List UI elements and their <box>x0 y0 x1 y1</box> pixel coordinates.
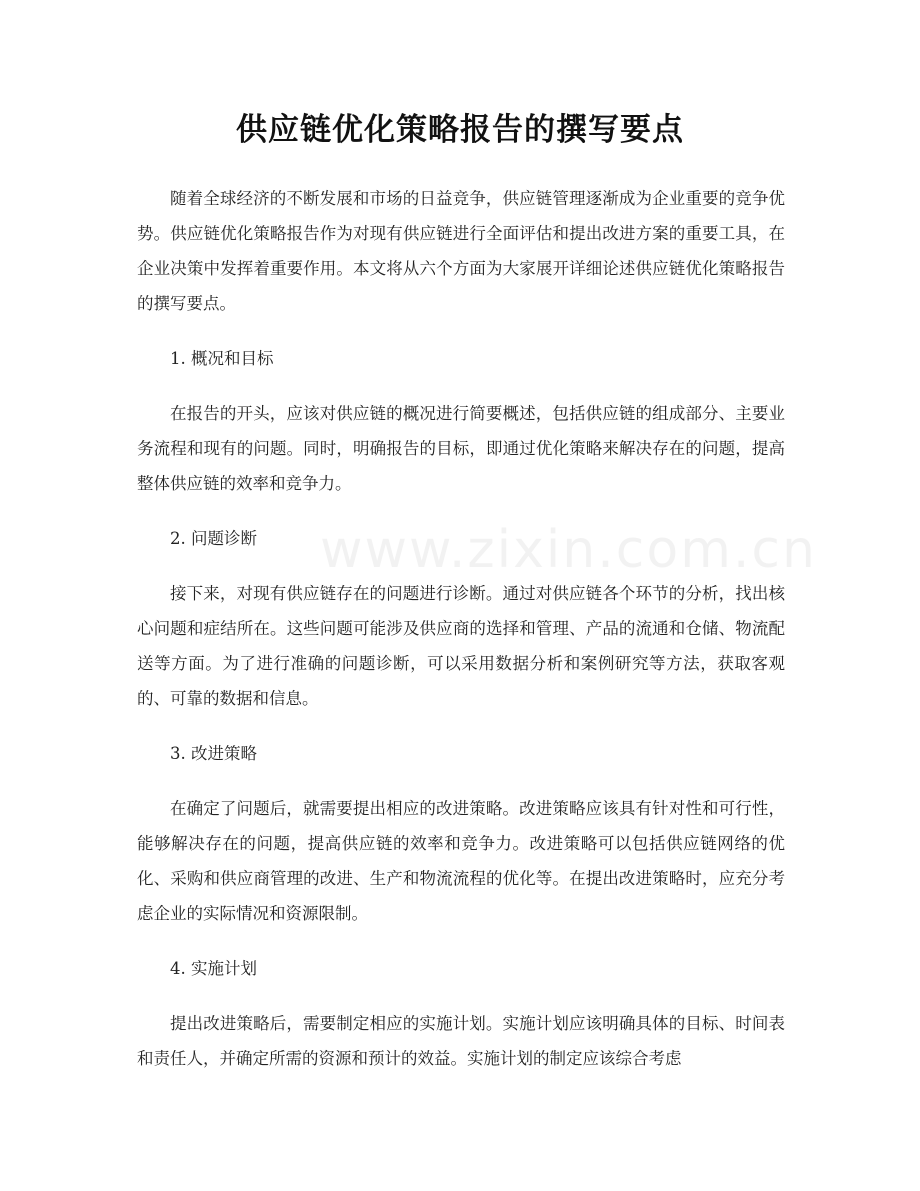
document-body <box>137 181 785 1096</box>
section-heading-implementation: 4. 实施计划 <box>170 959 257 978</box>
section-heading-diagnosis: 2. 问题诊断 <box>170 529 257 548</box>
page-title: 供应链优化策略报告的撰写要点 <box>236 112 684 148</box>
intro-paragraph: 随着全球经济的不断发展和市场的日益竞争，供应链管理逐渐成为企业重要的竞争优势。供应链优化策略报告作为对现有供应链进行全面评估和提出改进方案的重要工具，在企业决策中发挥着重要作用。本文将从六个方面为大家展开详细论述供应链优化策略报告的撰写要点。 <box>137 189 785 313</box>
section-heading-overview: 1. 概况和目标 <box>170 349 274 368</box>
section-body-implementation: 提出改进策略后，需要制定相应的实施计划。实施计划应该明确具体的目标、时间表和责任人，并确定所需的资源和预计的效益。实施计划的制定应该综合考虑 <box>137 1014 785 1068</box>
section-body-strategy: 在确定了问题后，就需要提出相应的改进策略。改进策略应该具有针对性和可行性，能够解决存在的问题，提高供应链的效率和竞争力。改进策略可以包括供应链网络的优化、采购和供应商管理的改进、生产和物流流程的优化等。在提出改进策略时，应充分考虑企业的实际情况和资源限制。 <box>137 799 785 923</box>
section-body-diagnosis: 接下来，对现有供应链存在的问题进行诊断。通过对供应链各个环节的分析，找出核心问题和症结所在。这些问题可能涉及供应商的选择和管理、产品的流通和仓储、物流配送等方面。为了进行准确的问题诊断，可以采用数据分析和案例研究等方法，获取客观的、可靠的数据和信息。 <box>137 584 785 708</box>
section-body-overview: 在报告的开头，应该对供应链的概况进行简要概述，包括供应链的组成部分、主要业务流程和现有的问题。同时，明确报告的目标，即通过优化策略来解决存在的问题，提高整体供应链的效率和竞争力。 <box>137 404 785 493</box>
section-heading-strategy: 3. 改进策略 <box>170 744 257 763</box>
watermark: www.zixin.com.cn <box>320 520 817 580</box>
